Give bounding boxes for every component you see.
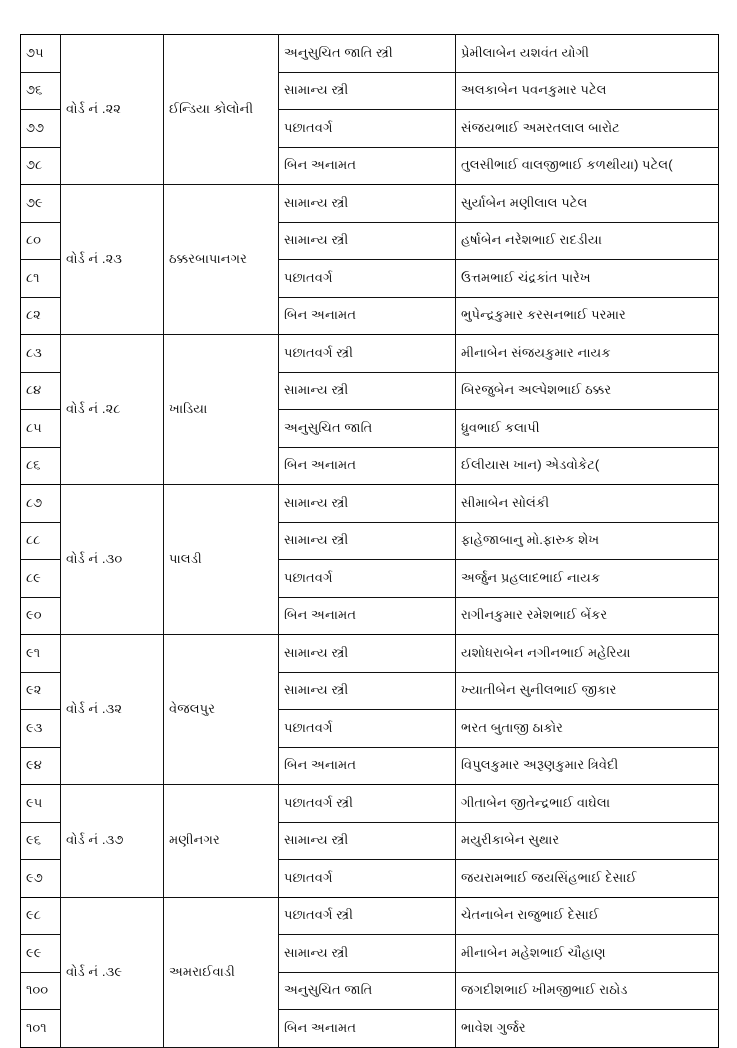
cell-area-name: મણીનગર [164, 785, 279, 898]
table-row [21, 635, 719, 673]
cell-reservation-category: સામાન્ય સ્ત્રી [279, 823, 456, 860]
cell-reservation-category: પછાતવર્ગ [279, 560, 456, 598]
cell-serial-number: ૯૮ [21, 898, 61, 935]
cell-reservation-category: પછાતવર્ગ [279, 860, 456, 898]
reservation-roster-table [20, 34, 719, 1048]
cell-reservation-category: સામાન્ય સ્ત્રી [279, 673, 456, 710]
cell-serial-number: ૮૮ [21, 523, 61, 560]
cell-area-name: ઠક્કરબાપાનગર [164, 185, 279, 335]
cell-serial-number: ૭૭ [21, 110, 61, 148]
cell-reservation-category: પછાતવર્ગ સ્ત્રી [279, 335, 456, 373]
cell-serial-number: ૮૯ [21, 560, 61, 598]
cell-ward-number: વોર્ડ નં .૨૮ [61, 335, 164, 485]
cell-reservation-category: અનુસુચિત જાતિ [279, 410, 456, 448]
cell-serial-number: ૮૭ [21, 485, 61, 523]
cell-serial-number: ૭૯ [21, 185, 61, 223]
cell-candidate-name: તુલસીભાઈ વાલજીભાઈ કળથીયા) પટેલ( [456, 148, 719, 185]
cell-candidate-name: અલકાબેન પવનકુમાર પટેલ [456, 73, 719, 110]
cell-serial-number: ૮૦ [21, 223, 61, 260]
cell-area-name: ઈન્ડિયા કોલોની [164, 35, 279, 185]
cell-reservation-category: સામાન્ય સ્ત્રી [279, 373, 456, 410]
cell-candidate-name: ફાહેજાબાનુ મો.ફારુક શેખ [456, 523, 719, 560]
cell-reservation-category: સામાન્ય સ્ત્રી [279, 223, 456, 260]
cell-reservation-category: સામાન્ય સ્ત્રી [279, 185, 456, 223]
cell-serial-number: ૯૦ [21, 598, 61, 635]
cell-reservation-category: પછાતવર્ગ [279, 260, 456, 298]
cell-candidate-name: મીનાબેન સંજયકુમાર નાયક [456, 335, 719, 373]
cell-ward-number: વોર્ડ નં .૩૦ [61, 485, 164, 635]
cell-candidate-name: સુર્યાબેન મણીલાલ પટેલ [456, 185, 719, 223]
cell-area-name: પાલડી [164, 485, 279, 635]
cell-reservation-category: સામાન્ય સ્ત્રી [279, 73, 456, 110]
cell-reservation-category: સામાન્ય સ્ત્રી [279, 935, 456, 973]
cell-candidate-name: રાગીનકુમાર રમેશભાઈ બેંકર [456, 598, 719, 635]
cell-serial-number: ૧૦૧ [21, 1010, 61, 1048]
cell-candidate-name: ખ્યાતીબેન સુનીલભાઈ જીકાર [456, 673, 719, 710]
cell-serial-number: ૯૭ [21, 860, 61, 898]
cell-candidate-name: અર્જુન પ્રહલાદભાઈ નાયક [456, 560, 719, 598]
cell-serial-number: ૮૩ [21, 335, 61, 373]
cell-candidate-name: ભરત બુતાજી ઠાકોર [456, 710, 719, 748]
cell-candidate-name: પ્રેમીલાબેન યશવંત યોગી [456, 35, 719, 73]
cell-serial-number: ૮૬ [21, 448, 61, 485]
cell-candidate-name: વિપુલકુમાર અરૂણકુમાર ત્રિવેદી [456, 748, 719, 785]
cell-reservation-category: પછાતવર્ગ સ્ત્રી [279, 898, 456, 935]
cell-area-name: વેજલપુર [164, 635, 279, 785]
cell-ward-number: વોર્ડ નં .૨૨ [61, 35, 164, 185]
cell-serial-number: ૮૧ [21, 260, 61, 298]
table-row [21, 335, 719, 373]
cell-reservation-category: સામાન્ય સ્ત્રી [279, 635, 456, 673]
table-row [21, 485, 719, 523]
cell-reservation-category: બિન અનામત [279, 598, 456, 635]
cell-serial-number: ૯૨ [21, 673, 61, 710]
cell-serial-number: ૯૧ [21, 635, 61, 673]
cell-serial-number: ૮૪ [21, 373, 61, 410]
cell-candidate-name: જગદીશભાઈ ખીમજીભાઈ રાઠોડ [456, 973, 719, 1010]
cell-serial-number: ૭૬ [21, 73, 61, 110]
cell-candidate-name: ગીતાબેન જીતેન્દ્રભાઈ વાઘેલા [456, 785, 719, 823]
cell-reservation-category: પછાતવર્ગ સ્ત્રી [279, 785, 456, 823]
cell-ward-number: વોર્ડ નં .૩૨ [61, 635, 164, 785]
cell-candidate-name: સીમાબેન સોલંકી [456, 485, 719, 523]
cell-candidate-name: સંજયભાઈ અમરતલાલ બારોટ [456, 110, 719, 148]
cell-serial-number: ૯૯ [21, 935, 61, 973]
cell-reservation-category: બિન અનામત [279, 748, 456, 785]
cell-ward-number: વોર્ડ નં .૨૩ [61, 185, 164, 335]
cell-candidate-name: બિરજુબેન અલ્પેશભાઈ ઠક્કર [456, 373, 719, 410]
cell-candidate-name: હર્ષાબેન નરેશભાઈ રાદડીયા [456, 223, 719, 260]
cell-serial-number: ૮૫ [21, 410, 61, 448]
cell-ward-number: વોર્ડ નં .૩૭ [61, 785, 164, 898]
cell-serial-number: ૮૨ [21, 298, 61, 335]
cell-candidate-name: જયરામભાઈ જયસિંહભાઈ દેસાઈ [456, 860, 719, 898]
cell-reservation-category: સામાન્ય સ્ત્રી [279, 485, 456, 523]
cell-serial-number: ૯૫ [21, 785, 61, 823]
cell-ward-number: વોર્ડ નં .૩૯ [61, 898, 164, 1048]
cell-candidate-name: યશોધરાબેન નગીનભાઈ મહેરિયા [456, 635, 719, 673]
cell-reservation-category: પછાતવર્ગ [279, 710, 456, 748]
cell-serial-number: ૯૩ [21, 710, 61, 748]
cell-candidate-name: ધ્રુવભાઈ કલાપી [456, 410, 719, 448]
cell-area-name: ખાડિયા [164, 335, 279, 485]
cell-serial-number: ૭૮ [21, 148, 61, 185]
cell-reservation-category: અનુસુચિત જાતિ સ્ત્રી [279, 35, 456, 73]
cell-candidate-name: મીનાબેન મહેશભાઈ ચૌહાણ [456, 935, 719, 973]
cell-candidate-name: ભુપેન્દ્રકુમાર કરસનભાઈ પરમાર [456, 298, 719, 335]
table-row [21, 898, 719, 935]
cell-reservation-category: સામાન્ય સ્ત્રી [279, 523, 456, 560]
cell-serial-number: ૯૬ [21, 823, 61, 860]
table-body [21, 35, 719, 1048]
cell-reservation-category: અનુસુચિત જાતિ [279, 973, 456, 1010]
cell-reservation-category: બિન અનામત [279, 148, 456, 185]
cell-candidate-name: ઈલીયાસ ખાન) એડવોકેટ( [456, 448, 719, 485]
cell-serial-number: ૧૦૦ [21, 973, 61, 1010]
cell-reservation-category: બિન અનામત [279, 1010, 456, 1048]
cell-reservation-category: બિન અનામત [279, 448, 456, 485]
cell-reservation-category: બિન અનામત [279, 298, 456, 335]
cell-candidate-name: ચેતનાબેન રાજુભાઈ દેસાઈ [456, 898, 719, 935]
table-row [21, 185, 719, 223]
cell-serial-number: ૯૪ [21, 748, 61, 785]
cell-candidate-name: મયુરીકાબેન સુથાર [456, 823, 719, 860]
cell-reservation-category: પછાતવર્ગ [279, 110, 456, 148]
cell-candidate-name: ઉત્તમભાઈ ચંદ્રકાંત પારેખ [456, 260, 719, 298]
table-row [21, 35, 719, 73]
table-row [21, 785, 719, 823]
cell-area-name: અમરાઈવાડી [164, 898, 279, 1048]
cell-serial-number: ૭૫ [21, 35, 61, 73]
cell-candidate-name: ભાવેશ ગુર્જર [456, 1010, 719, 1048]
